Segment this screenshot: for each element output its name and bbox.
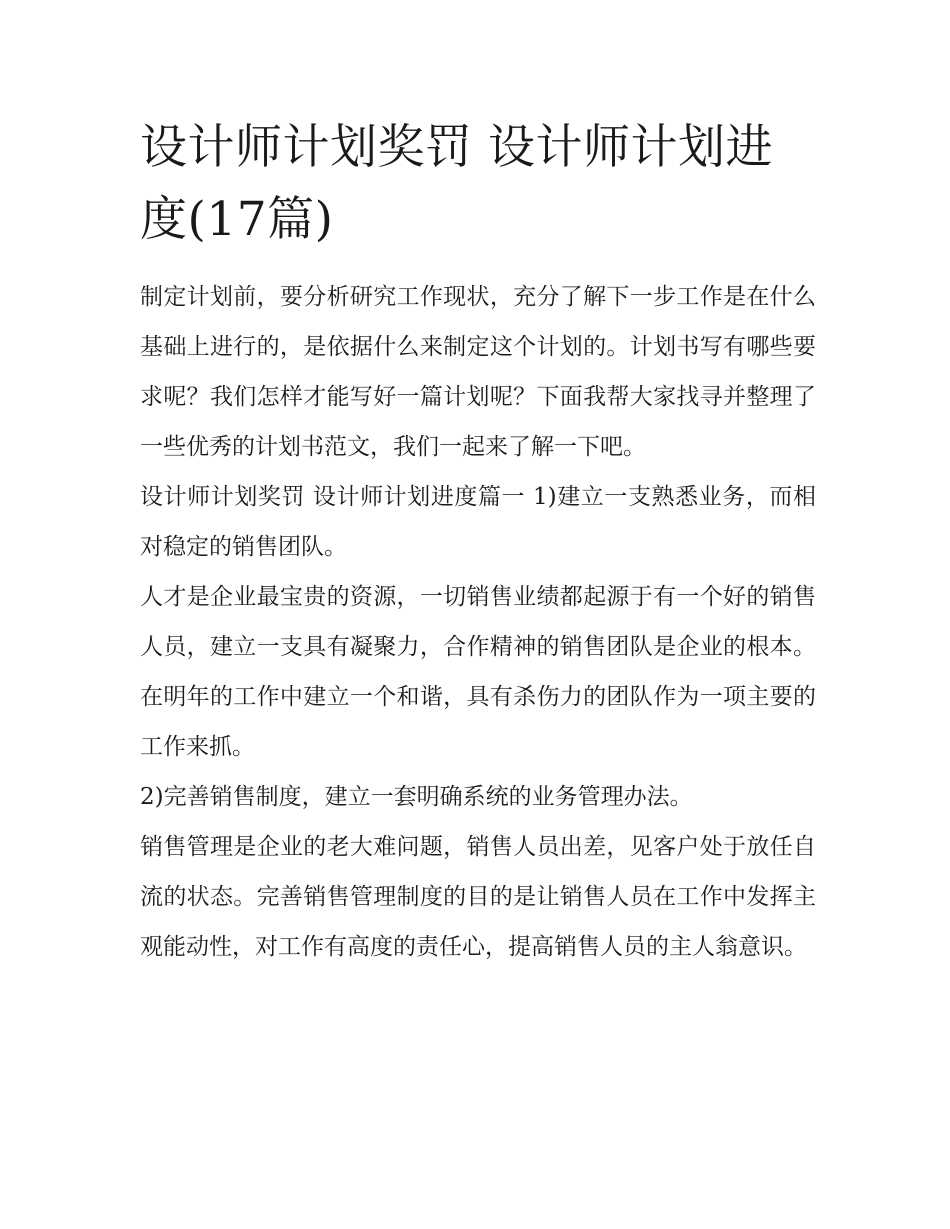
body-paragraph-management: 销售管理是企业的老大难问题，销售人员出差，见客户处于放任自流的状态。完善销售管理制度的目的是让销售人员在工作中发挥主观能动性，对工作有高度的责任心，提高销售人员的主人翁意识。 (140, 834, 816, 960)
body-paragraph-team: 人才是企业最宝贵的资源，一切销售业绩都起源于有一个好的销售人员，建立一支具有凝聚力，合作精神的销售团队是企业的根本。在明年的工作中建立一个和谐，具有杀伤力的团队作为一项主要的工作来抓。 (140, 584, 816, 760)
document-page (140, 112, 816, 972)
intro-paragraph: 制定计划前，要分析研究工作现状，充分了解下一步工作是在什么基础上进行的，是依据什么来制定这个计划的。计划书写有哪些要求呢？我们怎样才能写好一篇计划呢？下面我帮大家找寻并整理了一些优秀的计划书范文，我们一起来了解一下吧。 (140, 284, 816, 460)
section-heading-paragraph: 设计师计划奖罚 设计师计划进度篇一 1)建立一支熟悉业务，而相对稳定的销售团队。 (140, 484, 816, 560)
document-title: 设计师计划奖罚 设计师计划进度(17篇) (140, 120, 773, 247)
body-paragraph-system: 2)完善销售制度，建立一套明确系统的业务管理办法。 (140, 784, 693, 810)
